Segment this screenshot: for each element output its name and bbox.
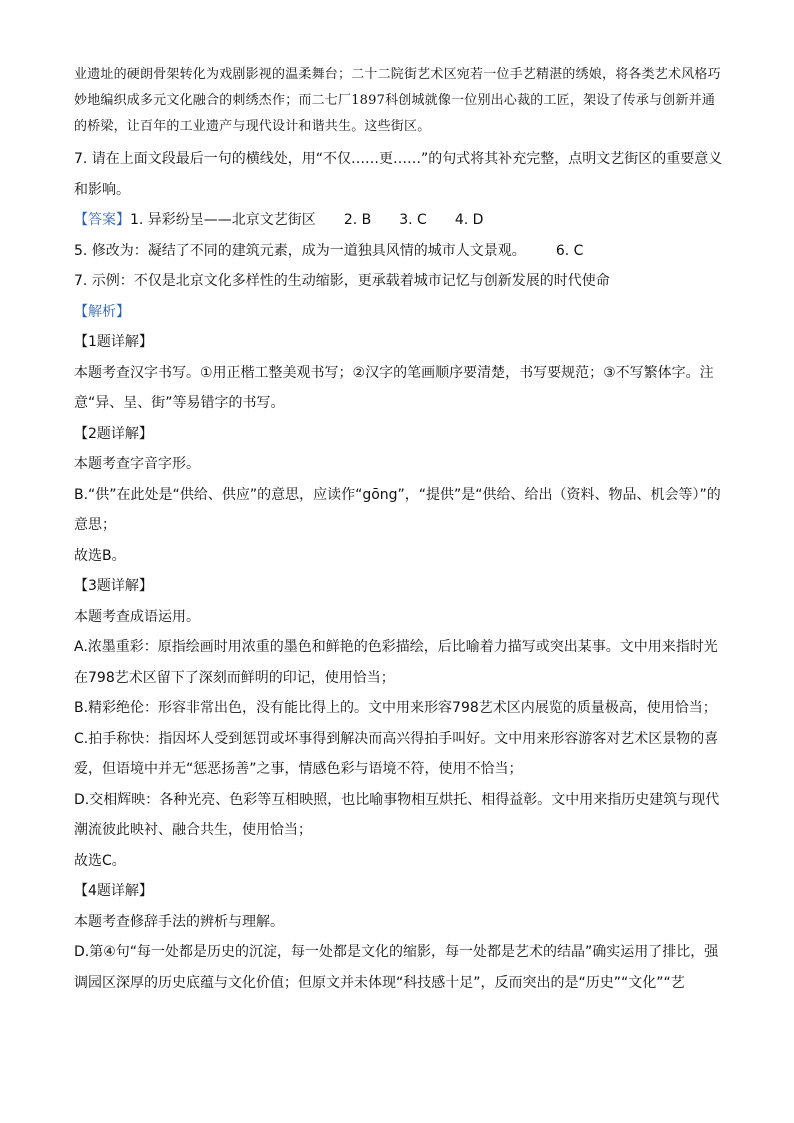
answer-3: 3. C (399, 212, 427, 228)
detail-3-option-a: A.浓墨重彩：原指绘画时用浓重的墨色和鲜艳的色彩描绘，后比喻着力描写或突出某事。文中用来指时光在798艺术区留下了深刻而鲜明的印记，使用恰当； (74, 639, 718, 686)
detail-3-option-d: D.交相辉映：各种光亮、色彩等互相映照，也比喻事物相互烘托、相得益彰。文中用来指历史建筑与现代潮流彼此映衬、融合共生，使用恰当； (74, 791, 720, 838)
detail-3-choice: 故选C。 (74, 852, 126, 869)
detail-2-intro: 本题考查字音字形。 (74, 456, 200, 472)
answer-line (74, 205, 724, 236)
detail-1-body: 本题考查汉字书写。①用正楷工整美观书写；②汉字的笔画顺序要清楚，书写要规范；③不写繁体字。注意“异、呈、街”等易错字的书写。 (74, 364, 714, 411)
detail-4-heading: 【4题详解】 (74, 883, 153, 899)
detail-3-option-b: B.精彩绝伦：形容非常出色，没有能比得上的。文中用来形容798艺术区内展览的质量极高，使用恰当； (74, 700, 717, 716)
answer-5-line (74, 236, 724, 267)
answer-tag: 【答案】 (74, 212, 130, 228)
detail-3-intro: 本题考查成语运用。 (74, 608, 200, 625)
answer-4: 4. D (454, 212, 484, 228)
detail-2-heading: 【2题详解】 (74, 425, 153, 442)
answer-2: 2. B (343, 212, 372, 228)
analysis-tag-text: 【解析】 (74, 303, 130, 320)
answer-1: 1. 异彩纷呈——北京文艺街区 (130, 212, 316, 228)
detail-2-body: B.“供”在此处是“供给、供应”的意思，应读作“gōng”，“提供”是“供给、给出（资料、物品、机会等）”的意思； (74, 486, 721, 533)
detail-4-body: D.第④句“每一处都是历史的沉淀，每一处都是文化的缩影，每一处都是艺术的结晶”确实运用了排比，强调园区深厚的历史底蕴与文化价值；但原文并未体现“科技感十足”，反而突出的是“历史”“文化”“艺 (74, 944, 719, 991)
detail-3-option-c: C.拍手称快：指因坏人受到惩罚或坏事得到解决而高兴得拍手叫好。文中用来形容游客对艺术区景物的喜爱，但语境中并无“惩恶扬善”之事，情感色彩与语境不符，使用不恰当； (74, 730, 719, 777)
analysis-tag (74, 297, 724, 328)
answer-7: 7. 示例：不仅是北京文化多样性的生动缩影，更承载着城市记忆与创新发展的时代使命 (74, 273, 610, 289)
document-page (74, 62, 724, 998)
question-7: 7. 请在上面文段最后一句的横线处，用“不仅……更……”的句式将其补充完整，点明文艺街区的重要意义和影响。 (74, 151, 723, 198)
detail-2-choice: 故选B。 (74, 547, 126, 564)
answer-5: 5. 修改为：凝结了不同的建筑元素，成为一道独具风情的城市人文景观。 (74, 242, 526, 259)
answer-6: 6. C (555, 242, 584, 259)
detail-3-heading: 【3题详解】 (74, 578, 153, 594)
detail-4-intro: 本题考查修辞手法的辨析与理解。 (74, 913, 284, 930)
detail-1-heading: 【1题详解】 (74, 334, 153, 350)
passage-text: 业遗址的硬朗骨架转化为戏剧影视的温柔舞台；二十二院街艺术区宛若一位手艺精湛的绣娘，将各类艺术风格巧妙地编织成多元文化融合的刺绣杰作；而二七厂1897科创城就像一位别出心裁的工匠，架设了传承与创新并通的桥梁，让百年的工业遗产与现代设计和谐共生。这些街区。 (74, 67, 721, 134)
